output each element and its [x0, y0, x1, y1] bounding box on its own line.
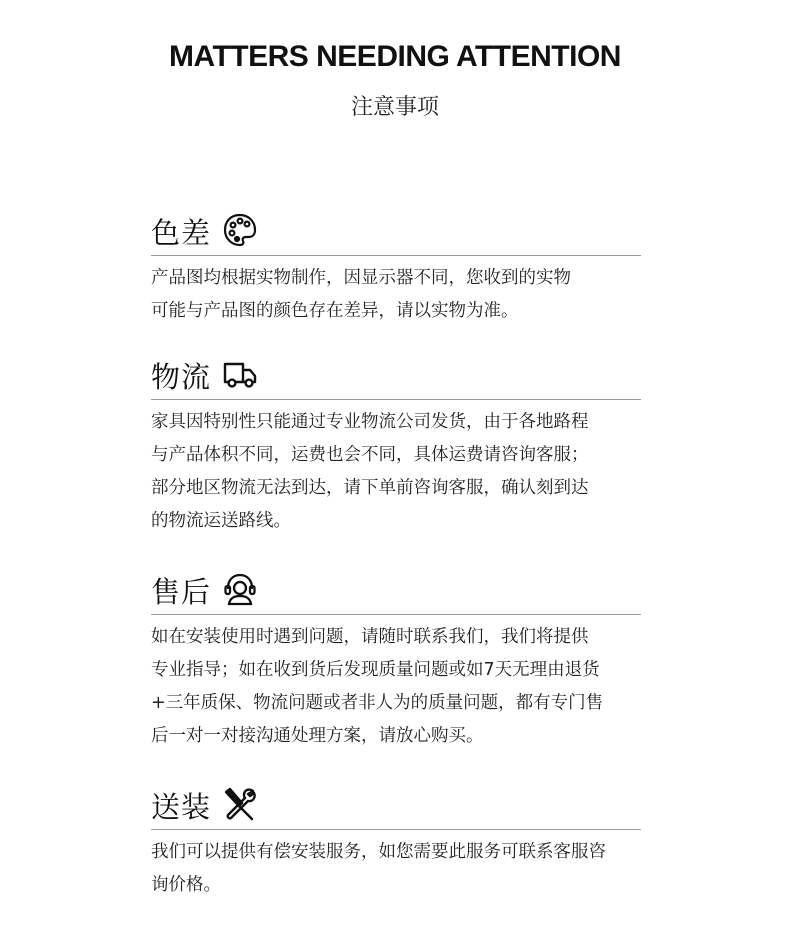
section-body: [151, 836, 641, 902]
body-line: +三年质保、物流问题或者非人为的质量问题，都有专门售: [151, 693, 604, 713]
palette-icon: [221, 211, 259, 249]
body-line: 可能与产品图的颜色存在差异，请以实物为准。: [151, 301, 519, 321]
body-line: 家具因特别性只能通过专业物流公司发货，由于各地路程: [151, 412, 589, 432]
page-title-en: MATTERS NEEDING ATTENTION: [169, 40, 621, 73]
section-after-sales: [151, 568, 641, 753]
tools-icon: [221, 785, 259, 823]
section-header: [151, 783, 641, 830]
section-title: 色差: [151, 216, 212, 250]
body-line: 与产品体积不同，运费也会不同，具体运费请咨询客服；: [151, 445, 589, 465]
section-title: 物流: [151, 360, 212, 394]
section-body: [151, 621, 641, 753]
section-body: [151, 262, 641, 328]
body-line: 后一对一对接沟通处理方案，请放心购买。: [151, 726, 484, 746]
section-installation: [151, 783, 641, 902]
section-header: [151, 209, 641, 256]
body-line: 的物流运送路线。: [151, 511, 291, 531]
body-line: 部分地区物流无法到达，请下单前咨询客服，确认刻到达: [151, 478, 589, 498]
section-logistics: [151, 353, 641, 538]
body-line: 询价格。: [151, 875, 221, 895]
body-line: 如在安装使用时遇到问题，请随时联系我们，我们将提供: [151, 627, 589, 647]
section-header: [151, 568, 641, 615]
section-title: 售后: [151, 575, 212, 609]
section-title: 送装: [151, 790, 212, 824]
section-body: [151, 406, 641, 538]
page-title-cn: 注意事项: [350, 95, 439, 120]
section-color-difference: [151, 209, 641, 328]
truck-icon: [221, 355, 259, 393]
body-line: 产品图均根据实物制作，因显示器不同，您收到的实物: [151, 268, 571, 288]
body-line: 我们可以提供有偿安装服务，如您需要此服务可联系客服咨: [151, 842, 606, 862]
customer-service-icon: [221, 570, 259, 608]
section-header: [151, 353, 641, 400]
body-line: 专业指导；如在收到货后发现质量问题或如7天无理由退货: [151, 660, 600, 680]
